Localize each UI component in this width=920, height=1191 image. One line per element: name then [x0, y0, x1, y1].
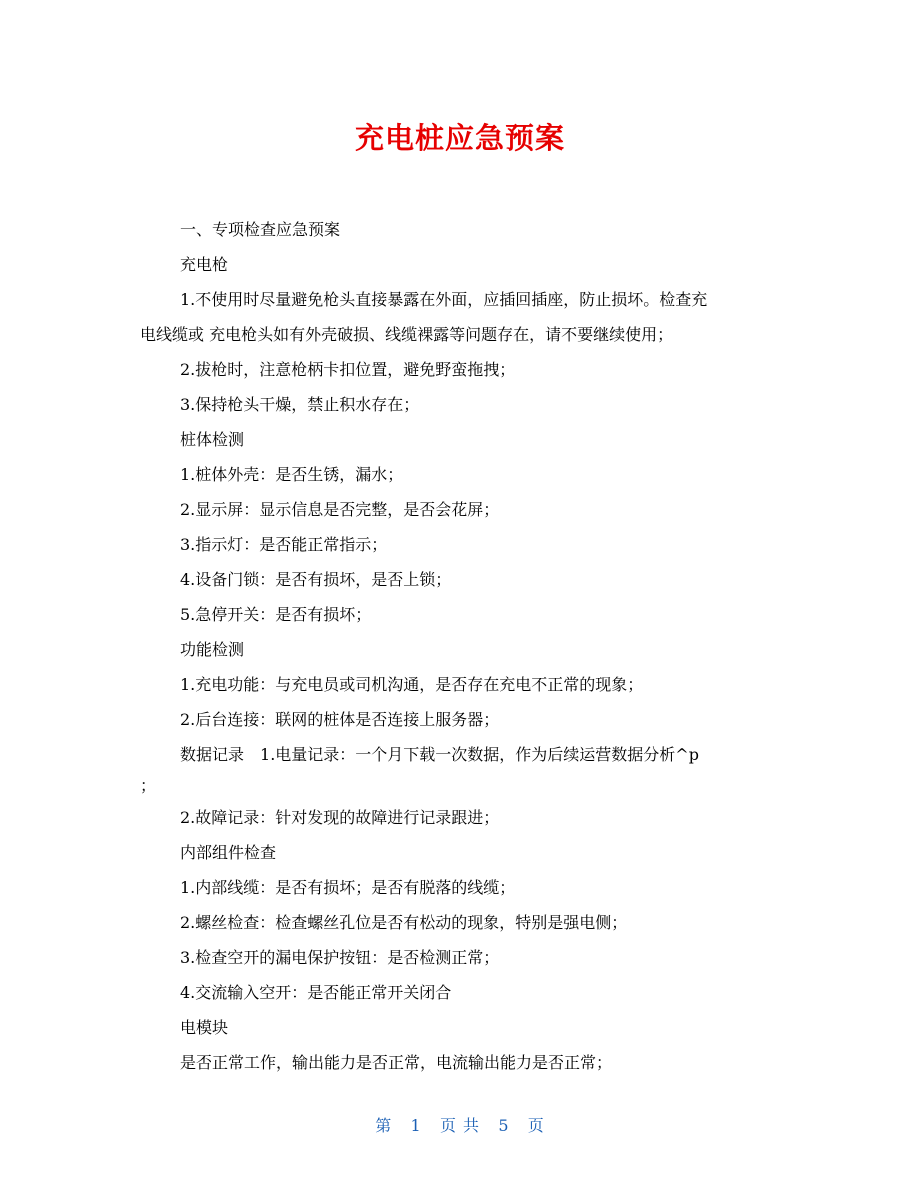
- footer-mid: 页 共: [439, 1116, 481, 1135]
- page-footer: [0, 1112, 920, 1140]
- text-line: 2.后台连接：联网的桩体是否连接上服务器；: [180, 710, 500, 729]
- text-line: 3.检查空开的漏电保护按钮：是否检测正常；: [180, 948, 500, 967]
- data-record-continuation: ；: [140, 776, 157, 795]
- text-line: 2.拔枪时，注意枪柄卡扣位置，避免野蛮拖拽；: [180, 360, 516, 379]
- text-line: 桩体检测: [180, 430, 245, 449]
- footer-total-pages: 5: [498, 1116, 510, 1135]
- text-line: 5.急停开关：是否有损坏；: [180, 605, 372, 624]
- footer-page-number: 1: [410, 1116, 422, 1135]
- text-line: 1.不使用时尽量避免枪头直接暴露在外面，应插回插座，防止损坏。检查充: [180, 290, 708, 309]
- document-title: 充电桩应急预案: [354, 121, 565, 155]
- document-body: [140, 212, 790, 1080]
- text-line: 电线缆或 充电枪头如有外壳破损、线缆裸露等问题存在，请不要继续使用；: [140, 325, 674, 344]
- text-line: 电模块: [180, 1018, 229, 1037]
- text-line: 1.充电功能：与充电员或司机沟通，是否存在充电不正常的现象；: [180, 675, 644, 694]
- text-line: 4.设备门锁：是否有损坏，是否上锁；: [180, 570, 452, 589]
- text-line: 1.内部线缆：是否有损坏；是否有脱落的线缆；: [180, 878, 516, 897]
- text-line: 内部组件检查: [180, 843, 277, 862]
- text-line: 3.保持枪头干燥，禁止积水存在；: [180, 395, 420, 414]
- footer-suffix: 页: [527, 1116, 545, 1135]
- footer-prefix: 第: [375, 1116, 393, 1135]
- text-line: 2.显示屏：显示信息是否完整，是否会花屏；: [180, 500, 500, 519]
- text-line: 1.桩体外壳：是否生锈，漏水；: [180, 465, 404, 484]
- data-record-line: [140, 737, 790, 772]
- data-record-text: 1.电量记录：一个月下载一次数据，作为后续运营数据分析^p: [260, 745, 699, 764]
- text-line: 是否正常工作，输出能力是否正常，电流输出能力是否正常；: [180, 1053, 613, 1072]
- text-line: 功能检测: [180, 640, 245, 659]
- text-line: 4.交流输入空开：是否能正常开关闭合: [180, 983, 452, 1002]
- text-line: 2.故障记录：针对发现的故障进行记录跟进；: [180, 808, 500, 827]
- text-line: 一、专项检查应急预案: [180, 220, 341, 239]
- text-line: 充电枪: [180, 255, 229, 274]
- text-line: 2.螺丝检查：检查螺丝孔位是否有松动的现象，特别是强电侧；: [180, 913, 628, 932]
- text-line: 3.指示灯：是否能正常指示；: [180, 535, 388, 554]
- data-record-label: 数据记录: [180, 745, 245, 764]
